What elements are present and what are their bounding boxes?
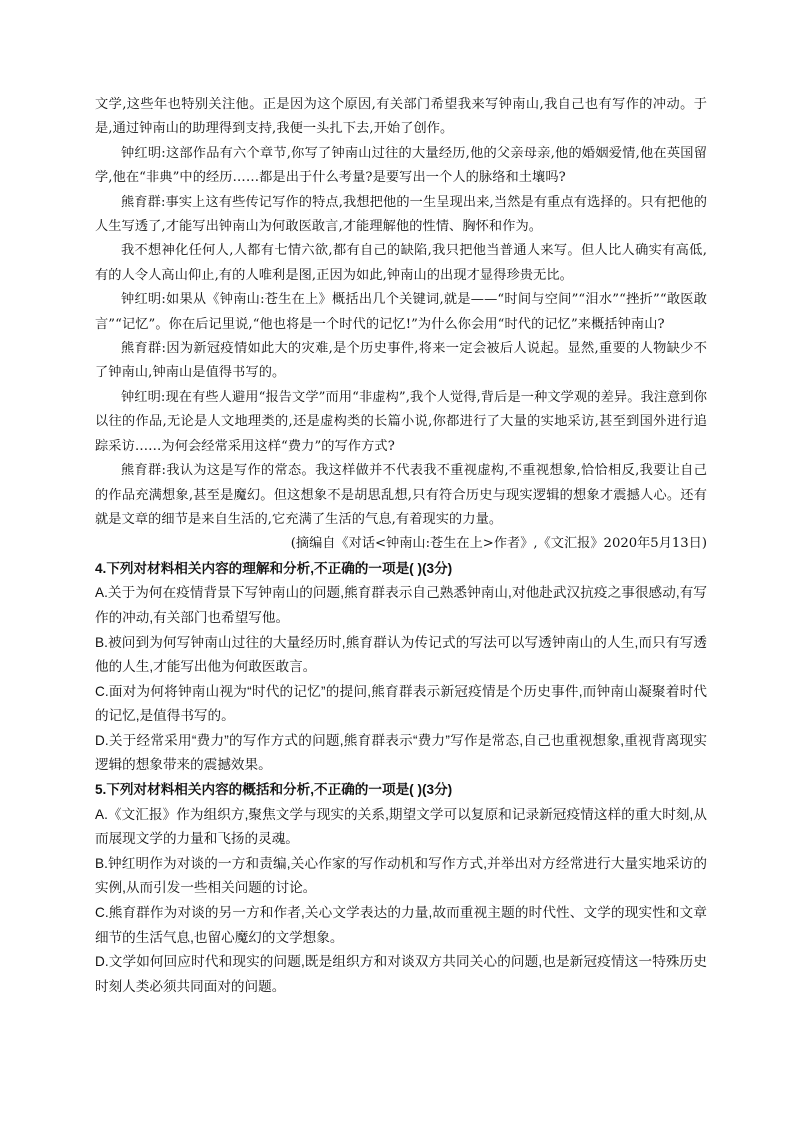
option-d: D.文学如何回应时代和现实的问题,既是组织方和对谈双方共同关心的问题,也是新冠疫情这一特殊历史时刻人类必须共同面对的问题。 [95,954,707,994]
option-a: A.关于为何在疫情背景下写钟南山的问题,熊育群表示自己熟悉钟南山,对他赴武汉抗疫之事很感动,有写作的冲动,有关部门也希望写他。 [95,585,707,625]
option-d: D.关于经常采用“费力”的写作方式的问题,熊育群表示“费力”写作是常态,自己也重视想象,重视背离现实逻辑的想象带来的震撼效果。 [95,732,707,773]
question-stem: 4.下列对材料相关内容的理解和分析,不正确的一项是( )(3分) [95,560,453,576]
passage-source-citation: (摘编自《对话<钟南山:苍生在上>作者》,《文汇报》2020年5月13日) [290,536,707,552]
option-a: A.《文汇报》作为组织方,聚焦文学与现实的关系,期望文学可以复原和记录新冠疫情这样的重大时刻,从而展现文学的力量和飞扬的灵魂。 [95,806,707,847]
question-stem: 5.下列对材料相关内容的概括和分析,不正确的一项是( )(3分) [95,782,453,798]
passage-paragraph: 熊育群:事实上这有些传记写作的特点,我想把他的一生呈现出来,当然是有重点有选择的。只有把他的人生写透了,才能写出钟南山为何敢医敢言,才能理解他的性情、胸怀和作为。 [95,194,707,235]
passage-paragraph: 钟红明:如果从《钟南山:苍生在上》概括出几个关键词,就是——“时间与空间”“泪水”“挫折”“敢医敢言”“记忆”。你在后记里说,“他也将是一个时代的记忆!”为什么你会用“时代的记忆”来概括钟南山? [95,292,707,332]
question-4 [95,557,707,778]
option-b: B.钟红明作为对谈的一方和责编,关心作家的写作动机和写作方式,并举出对方经常进行大量实地采访的实例,从而引发一些相关问题的讨论。 [95,855,707,896]
interview-passage [95,93,707,532]
passage-paragraph: 我不想神化任何人,人都有七情六欲,都有自己的缺陷,我只把他当普通人来写。但人比人确实有高低,有的人令人高山仰止,有的人唯利是图,正因为如此,钟南山的出现才显得珍贵无比。 [95,243,707,283]
option-b: B.被问到为何写钟南山过往的大量经历时,熊育群认为传记式的写法可以写透钟南山的人生,而只有写透他的人生,才能写出他为何敢医敢言。 [95,634,707,675]
passage-paragraph: 钟红明:现在有些人避用“报告文学”而用“非虚构”,我个人觉得,背后是一种文学观的差异。我注意到你以往的作品,无论是人文地理类的,还是虚构类的长篇小说,你都进行了大量的实地采访,甚至到国外进行追踪采访……为何会经常采用这样“费力”的写作方式? [95,389,707,454]
passage-paragraph: 钟红明:这部作品有六个章节,你写了钟南山过往的大量经历,他的父亲母亲,他的婚姻爱情,他在英国留学,他在“非典”中的经历……都是出于什么考量?是要写出一个人的脉络和土壤吗? [95,145,707,186]
passage-paragraph: 文学,这些年也特别关注他。正是因为这个原因,有关部门希望我来写钟南山,我自己也有写作的冲动。于是,通过钟南山的助理得到支持,我便一头扎下去,开始了创作。 [95,97,707,137]
page-content [95,93,707,999]
option-c: C.面对为何将钟南山视为“时代的记忆”的提问,熊育群表示新冠疫情是个历史事件,而钟南山凝聚着时代的记忆,是值得书写的。 [95,683,707,724]
passage-paragraph: 熊育群:我认为这是写作的常态。我这样做并不代表我不重视虚构,不重视想象,恰恰相反,我要让自己的作品充满想象,甚至是魔幻。但这想象不是胡思乱想,只有符合历史与现实逻辑的想象才震撼人心。还有就是文章的细节是来自生活的,它充满了生活的气息,有着现实的力量。 [95,463,707,527]
passage-paragraph: 熊育群:因为新冠疫情如此大的灾难,是个历史事件,将来一定会被后人说起。显然,重要的人物缺少不了钟南山,钟南山是值得书写的。 [95,341,707,381]
question-5 [95,778,707,999]
option-c: C.熊育群作为对谈的另一方和作者,关心文学表达的力量,故而重视主题的时代性、文学的现实性和文章细节的生活气息,也留心魔幻的文学想象。 [95,905,707,945]
